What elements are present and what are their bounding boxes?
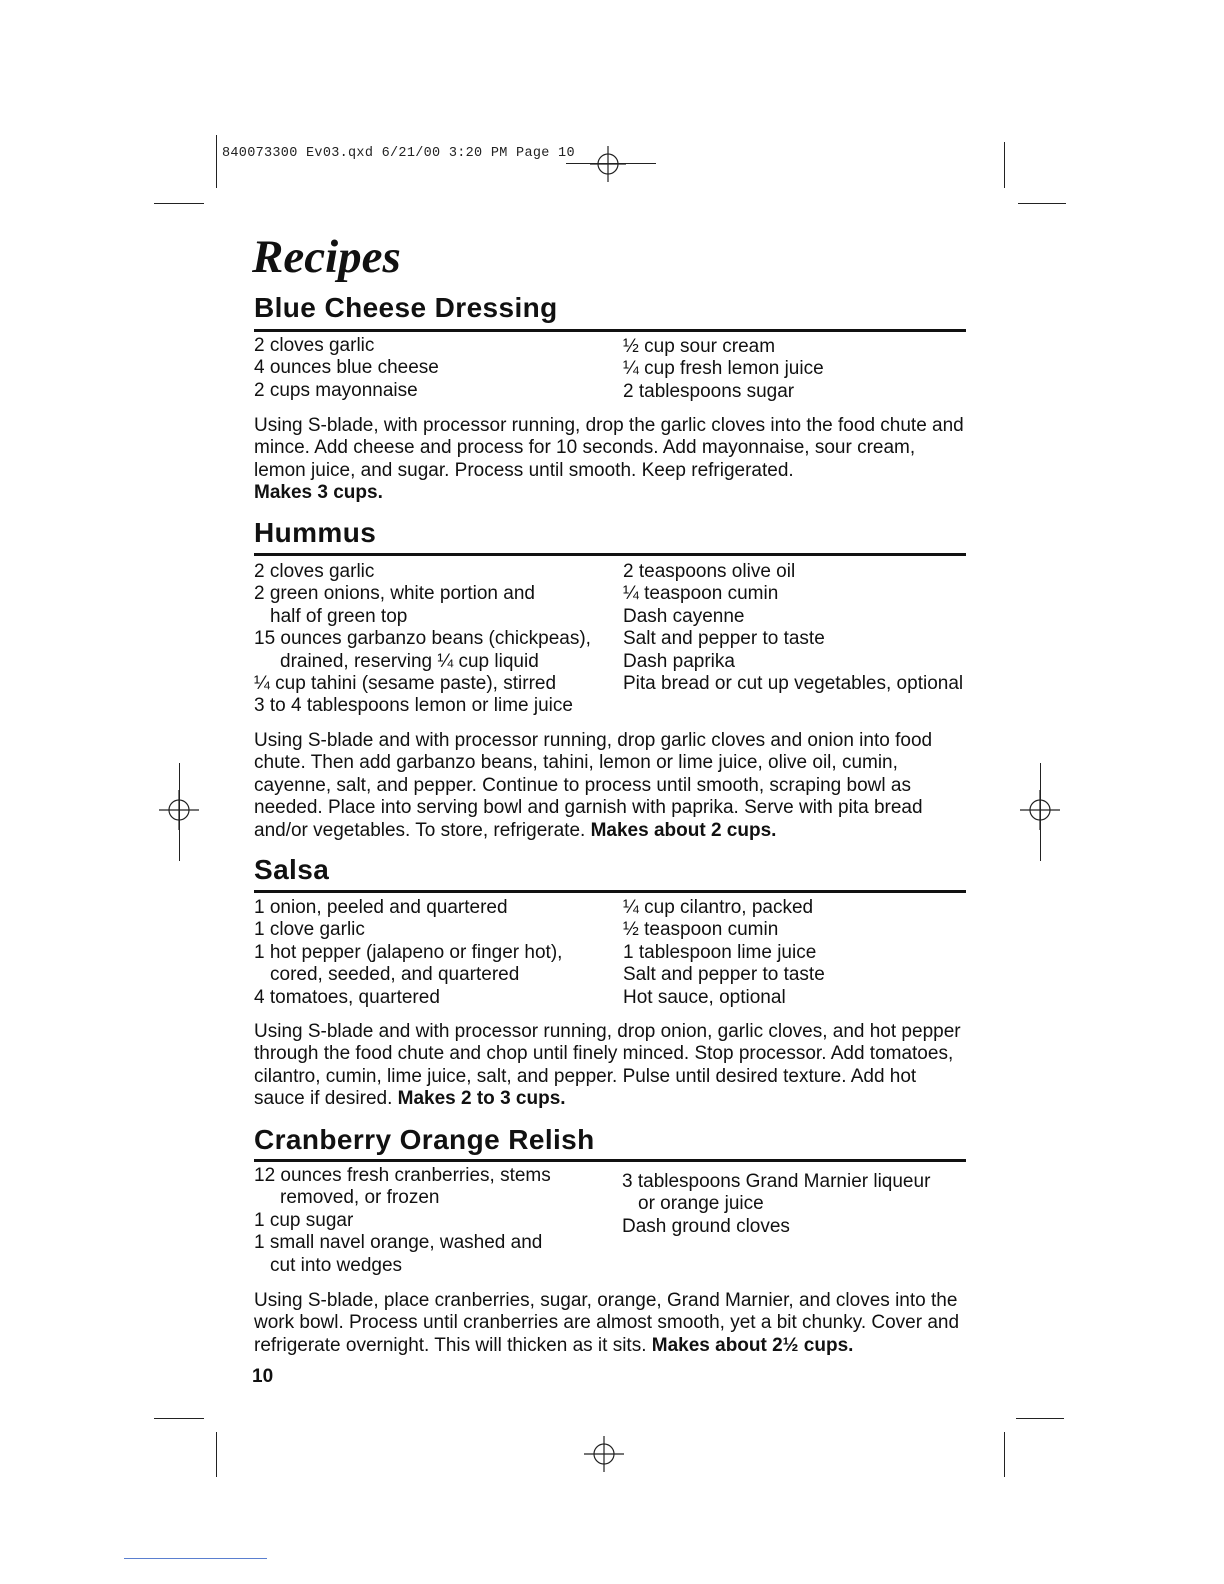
ingredients-left — [254, 561, 591, 718]
ingredient: 15 ounces garbanzo beans (chickpeas), — [254, 628, 591, 650]
ingredient: 2 cloves garlic — [254, 561, 375, 582]
recipe-title-salsa: Salsa — [254, 854, 330, 885]
ingredient: 2 tablespoons sugar — [623, 380, 795, 402]
ingredients-right — [623, 336, 824, 403]
print-slug: 840073300 Ev03.qxd 6/21/00 3:20 PM Page 10 — [222, 146, 575, 161]
title-rule — [254, 553, 966, 556]
ingredients-left — [254, 335, 439, 402]
ingredient: 1 tablespoon lime juice — [623, 941, 817, 963]
crop-mark-bottom-left-horizontal — [154, 1418, 204, 1419]
directions — [254, 1290, 969, 1357]
ingredients-right — [622, 1171, 930, 1238]
ingredient: 3 tablespoons Grand Marnier liqueur — [622, 1171, 931, 1192]
crop-mark-top-left-horizontal — [154, 203, 204, 204]
ingredients-right — [623, 897, 825, 1009]
ingredient: Dash cayenne — [623, 605, 745, 627]
ingredient: ½ cup sour cream — [623, 336, 776, 357]
yield: Makes about 2½ cups. — [651, 1334, 854, 1356]
yield: Makes 3 cups. — [254, 482, 383, 504]
ingredient: 2 cloves garlic — [254, 335, 375, 356]
recipe-title-blue-cheese-dressing: Blue Cheese Dressing — [254, 292, 558, 323]
crop-mark-bottom-left-vertical — [216, 1432, 217, 1477]
ingredient: 2 cups mayonnaise — [254, 379, 418, 401]
crop-mark-bottom-right-horizontal — [1016, 1418, 1064, 1419]
title-rule — [254, 1159, 966, 1162]
yield: Makes 2 to 3 cups. — [397, 1088, 566, 1110]
ingredient: 4 ounces blue cheese — [254, 357, 439, 379]
ingredient: ¼ cup cilantro, packed — [623, 897, 814, 918]
yield: Makes about 2 cups. — [590, 819, 777, 841]
ingredient: 1 onion, peeled and quartered — [254, 897, 508, 918]
crop-mark-top-left-vertical — [216, 135, 217, 188]
directions — [254, 730, 969, 842]
directions-text: Using S-blade and with processor running, drop garlic cloves and onion into food chute. Then add garbanzo beans, tahini, lemon or lime juice, olive oil, cumin, cayenne, salt, and pepper. Continue to process until smooth, scraping bowl as needed. Place into serving bowl and garnish with paprika. Serve with pita bread and/or vegetables. To store, refrigerate. — [254, 730, 933, 841]
directions-text: Using S-blade and with processor running, drop onion, garlic cloves, and hot pepper through the food chute and chop until finely minced. Stop processor. Add tomatoes, cilantro, cumin, lime juice, salt, and pepper. Pulse until desired texture. Add hot sauce if desired. — [254, 1021, 961, 1110]
directions — [254, 1021, 969, 1111]
ingredient-continued: removed, or frozen — [280, 1187, 440, 1209]
recipe-title-cranberry-orange-relish: Cranberry Orange Relish — [254, 1124, 595, 1155]
ingredients-left — [254, 897, 562, 1009]
registration-mark-top — [588, 144, 628, 184]
ingredients-left — [254, 1165, 551, 1277]
crop-mark-top-right-horizontal — [1018, 203, 1066, 204]
ingredient-continued: drained, reserving ¼ cup liquid — [280, 650, 539, 672]
registration-mark-right — [1020, 790, 1060, 830]
ingredient-continued: or orange juice — [638, 1193, 764, 1215]
blue-edge-line — [124, 1558, 267, 1559]
ingredient-continued: cut into wedges — [270, 1254, 403, 1276]
crop-mark-bottom-right-vertical — [1004, 1432, 1005, 1477]
crop-mark-top-right-vertical — [1004, 142, 1005, 188]
ingredient: 1 small navel orange, washed and — [254, 1232, 543, 1254]
ingredient: 1 cup sugar — [254, 1209, 354, 1231]
ingredient: Hot sauce, optional — [623, 986, 786, 1008]
registration-mark-left — [159, 790, 199, 830]
ingredient: 12 ounces fresh cranberries, stems — [254, 1165, 551, 1186]
title-rule — [254, 329, 966, 332]
page-number: 10 — [252, 1366, 274, 1387]
directions-text: Using S-blade, with processor running, drop the garlic cloves into the food chute and mince. Add cheese and process for 10 seconds. Add mayonnaise, sour cream, lemon juice, and sugar. Process until smooth. Keep refrigerated. — [254, 415, 964, 481]
title-rule — [254, 890, 966, 893]
ingredient: 1 clove garlic — [254, 919, 365, 941]
ingredient: ¼ cup tahini (sesame paste), stirred — [254, 673, 557, 695]
ingredient: 2 green onions, white portion and — [254, 583, 535, 605]
directions — [254, 415, 969, 505]
ingredient: ½ teaspoon cumin — [623, 919, 779, 941]
ingredients-right — [623, 561, 963, 695]
ingredient: Pita bread or cut up vegetables, optional — [623, 673, 964, 695]
ingredient: ¼ cup fresh lemon juice — [623, 358, 824, 380]
directions-text: Using S-blade, place cranberries, sugar, orange, Grand Marnier, and cloves into the work bowl. Process until cranberries are almost smooth, yet a bit chunky. Cover and refrigerate overnight. This will thicken as it sits. — [254, 1290, 960, 1356]
ingredient: 4 tomatoes, quartered — [254, 986, 440, 1008]
recipe-title-hummus: Hummus — [254, 517, 377, 548]
registration-mark-bottom — [584, 1434, 624, 1474]
ingredient-continued: half of green top — [270, 605, 408, 627]
ingredient: Salt and pepper to taste — [623, 628, 825, 650]
ingredient: Dash ground cloves — [622, 1215, 790, 1237]
ingredient: 1 hot pepper (jalapeno or finger hot), — [254, 941, 563, 963]
ingredient: 3 to 4 tablespoons lemon or lime juice — [254, 695, 573, 717]
ingredient: Salt and pepper to taste — [623, 964, 825, 986]
ingredient-continued: cored, seeded, and quartered — [270, 964, 520, 986]
ingredient: 2 teaspoons olive oil — [623, 561, 796, 582]
ingredient: ¼ teaspoon cumin — [623, 583, 779, 605]
ingredient: Dash paprika — [623, 650, 735, 672]
page-title: Recipes — [252, 231, 401, 283]
